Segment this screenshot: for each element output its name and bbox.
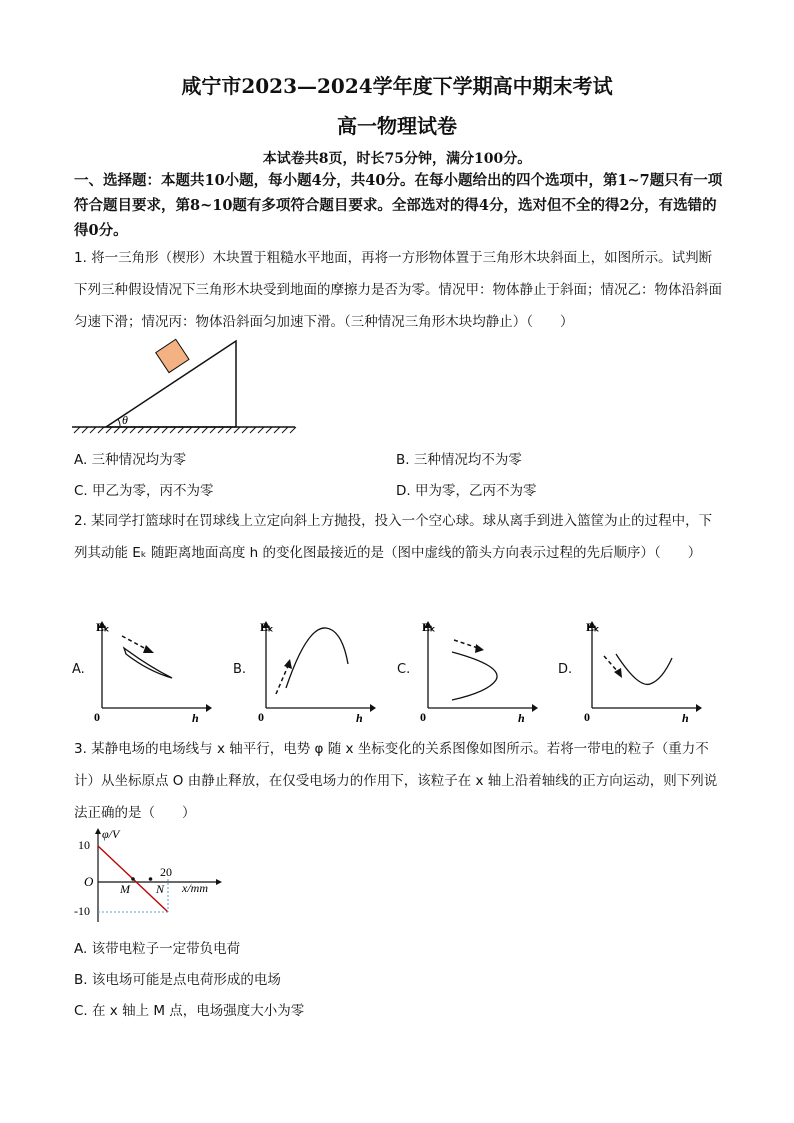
ground-hatch [74, 427, 296, 433]
svg-text:0: 0 [94, 710, 100, 724]
svg-text:Eₖ: Eₖ [96, 620, 110, 634]
question-2-stem: 2. 某同学打篮球时在罚球线上立定向斜上方抛投，投入一个空心球。球从离手到进入篮筐为止的过程中，下列其动能 Eₖ 随距离地面高度 h 的变化图最接近的是（图中虚线的箭头方向表示过程的先后顺序）（ ） [74, 513, 713, 561]
section-1-instructions: 一、选择题：本题共10小题，每小题4分，共40分。在每小题给出的四个选项中，第1~7题只有一项符合题目要求，第8~10题有多项符合题目要求。全部选对的得4分，选对但不全的得2分，有选错的得0分。 [74, 172, 723, 239]
q2-graph-b [252, 616, 377, 724]
svg-text:0: 0 [420, 710, 426, 724]
point-n-label: N [156, 882, 165, 896]
exam-info: 本试卷共8页，时长75分钟，满分100分。 [262, 151, 532, 167]
x-axis-label: x/mm [182, 881, 208, 895]
q3-option-b[interactable]: B. 该电场可能是点电荷形成的电场 [74, 972, 281, 988]
q2-graph-d [578, 616, 703, 724]
q2-option-a-label[interactable]: A. [72, 662, 85, 677]
q1-option-b[interactable]: B. 三种情况均不为零 [396, 452, 522, 468]
svg-text:Eₖ: Eₖ [422, 620, 436, 634]
question-3-stem: 3. 某静电场的电场线与 x 轴平行，电势 φ 随 x 坐标变化的关系图像如图所示。若将一带电的粒子（重力不计）从坐标原点 O 由静止释放，在仅受电场力的作用下，该粒子在 x 轴上沿着轴线的正方向运动，则下列说法正确的是（ ） [74, 741, 718, 821]
point-m-dot [131, 877, 135, 881]
q3-option-c[interactable]: C. 在 x 轴上 M 点，电场强度大小为零 [74, 1003, 305, 1019]
q2-option-b-label[interactable]: B. [233, 662, 247, 677]
q2-option-c-label[interactable]: C. [397, 662, 411, 677]
q2-graph-c [414, 616, 539, 724]
q1-option-a[interactable]: A. 三种情况均为零 [74, 452, 187, 468]
svg-text:h: h [682, 711, 689, 725]
svg-text:Eₖ: Eₖ [586, 620, 600, 634]
point-m-label: M [120, 882, 130, 896]
svg-text:0: 0 [258, 710, 264, 724]
theta-arc [118, 419, 120, 427]
y-axis-label: φ/V [102, 827, 120, 841]
svg-text:h: h [518, 711, 525, 725]
q3-option-a[interactable]: A. 该带电粒子一定带负电荷 [74, 941, 241, 957]
x-tick-20: 20 [160, 865, 172, 879]
svg-text:Eₖ: Eₖ [260, 620, 274, 634]
q2-graph-a [88, 616, 213, 724]
q1-option-c[interactable]: C. 甲乙为零，丙不为零 [74, 483, 214, 499]
y-top-tick: 10 [78, 838, 90, 852]
svg-text:h: h [356, 711, 363, 725]
exam-title: 咸宁市2023—2024学年度下学期高中期末考试 [181, 74, 613, 98]
phi-x-chart [70, 826, 230, 926]
exam-subtitle: 高一物理试卷 [337, 114, 457, 138]
wedge-diagram [70, 335, 300, 440]
q1-option-d[interactable]: D. 甲为零，乙丙不为零 [396, 483, 537, 499]
theta-label: θ [122, 413, 128, 427]
origin-label: O [84, 874, 94, 889]
y-bottom-tick: -10 [74, 904, 90, 918]
point-n-dot [149, 877, 153, 881]
svg-text:0: 0 [584, 710, 590, 724]
q2-option-d-label[interactable]: D. [558, 662, 573, 677]
svg-text:h: h [192, 711, 199, 725]
question-1-stem: 1. 将一三角形（楔形）木块置于粗糙水平地面，再将一方形物体置于三角形木块斜面上，如图所示。试判断下列三种假设情况下三角形木块受到地面的摩擦力是否为零。情况甲：物体静止于斜面；情况乙：物体沿斜面匀速下滑；情况丙：物体沿斜面匀加速下滑。（三种情况三角形木块均静止）（ ） [74, 250, 722, 330]
square-block [156, 339, 189, 372]
